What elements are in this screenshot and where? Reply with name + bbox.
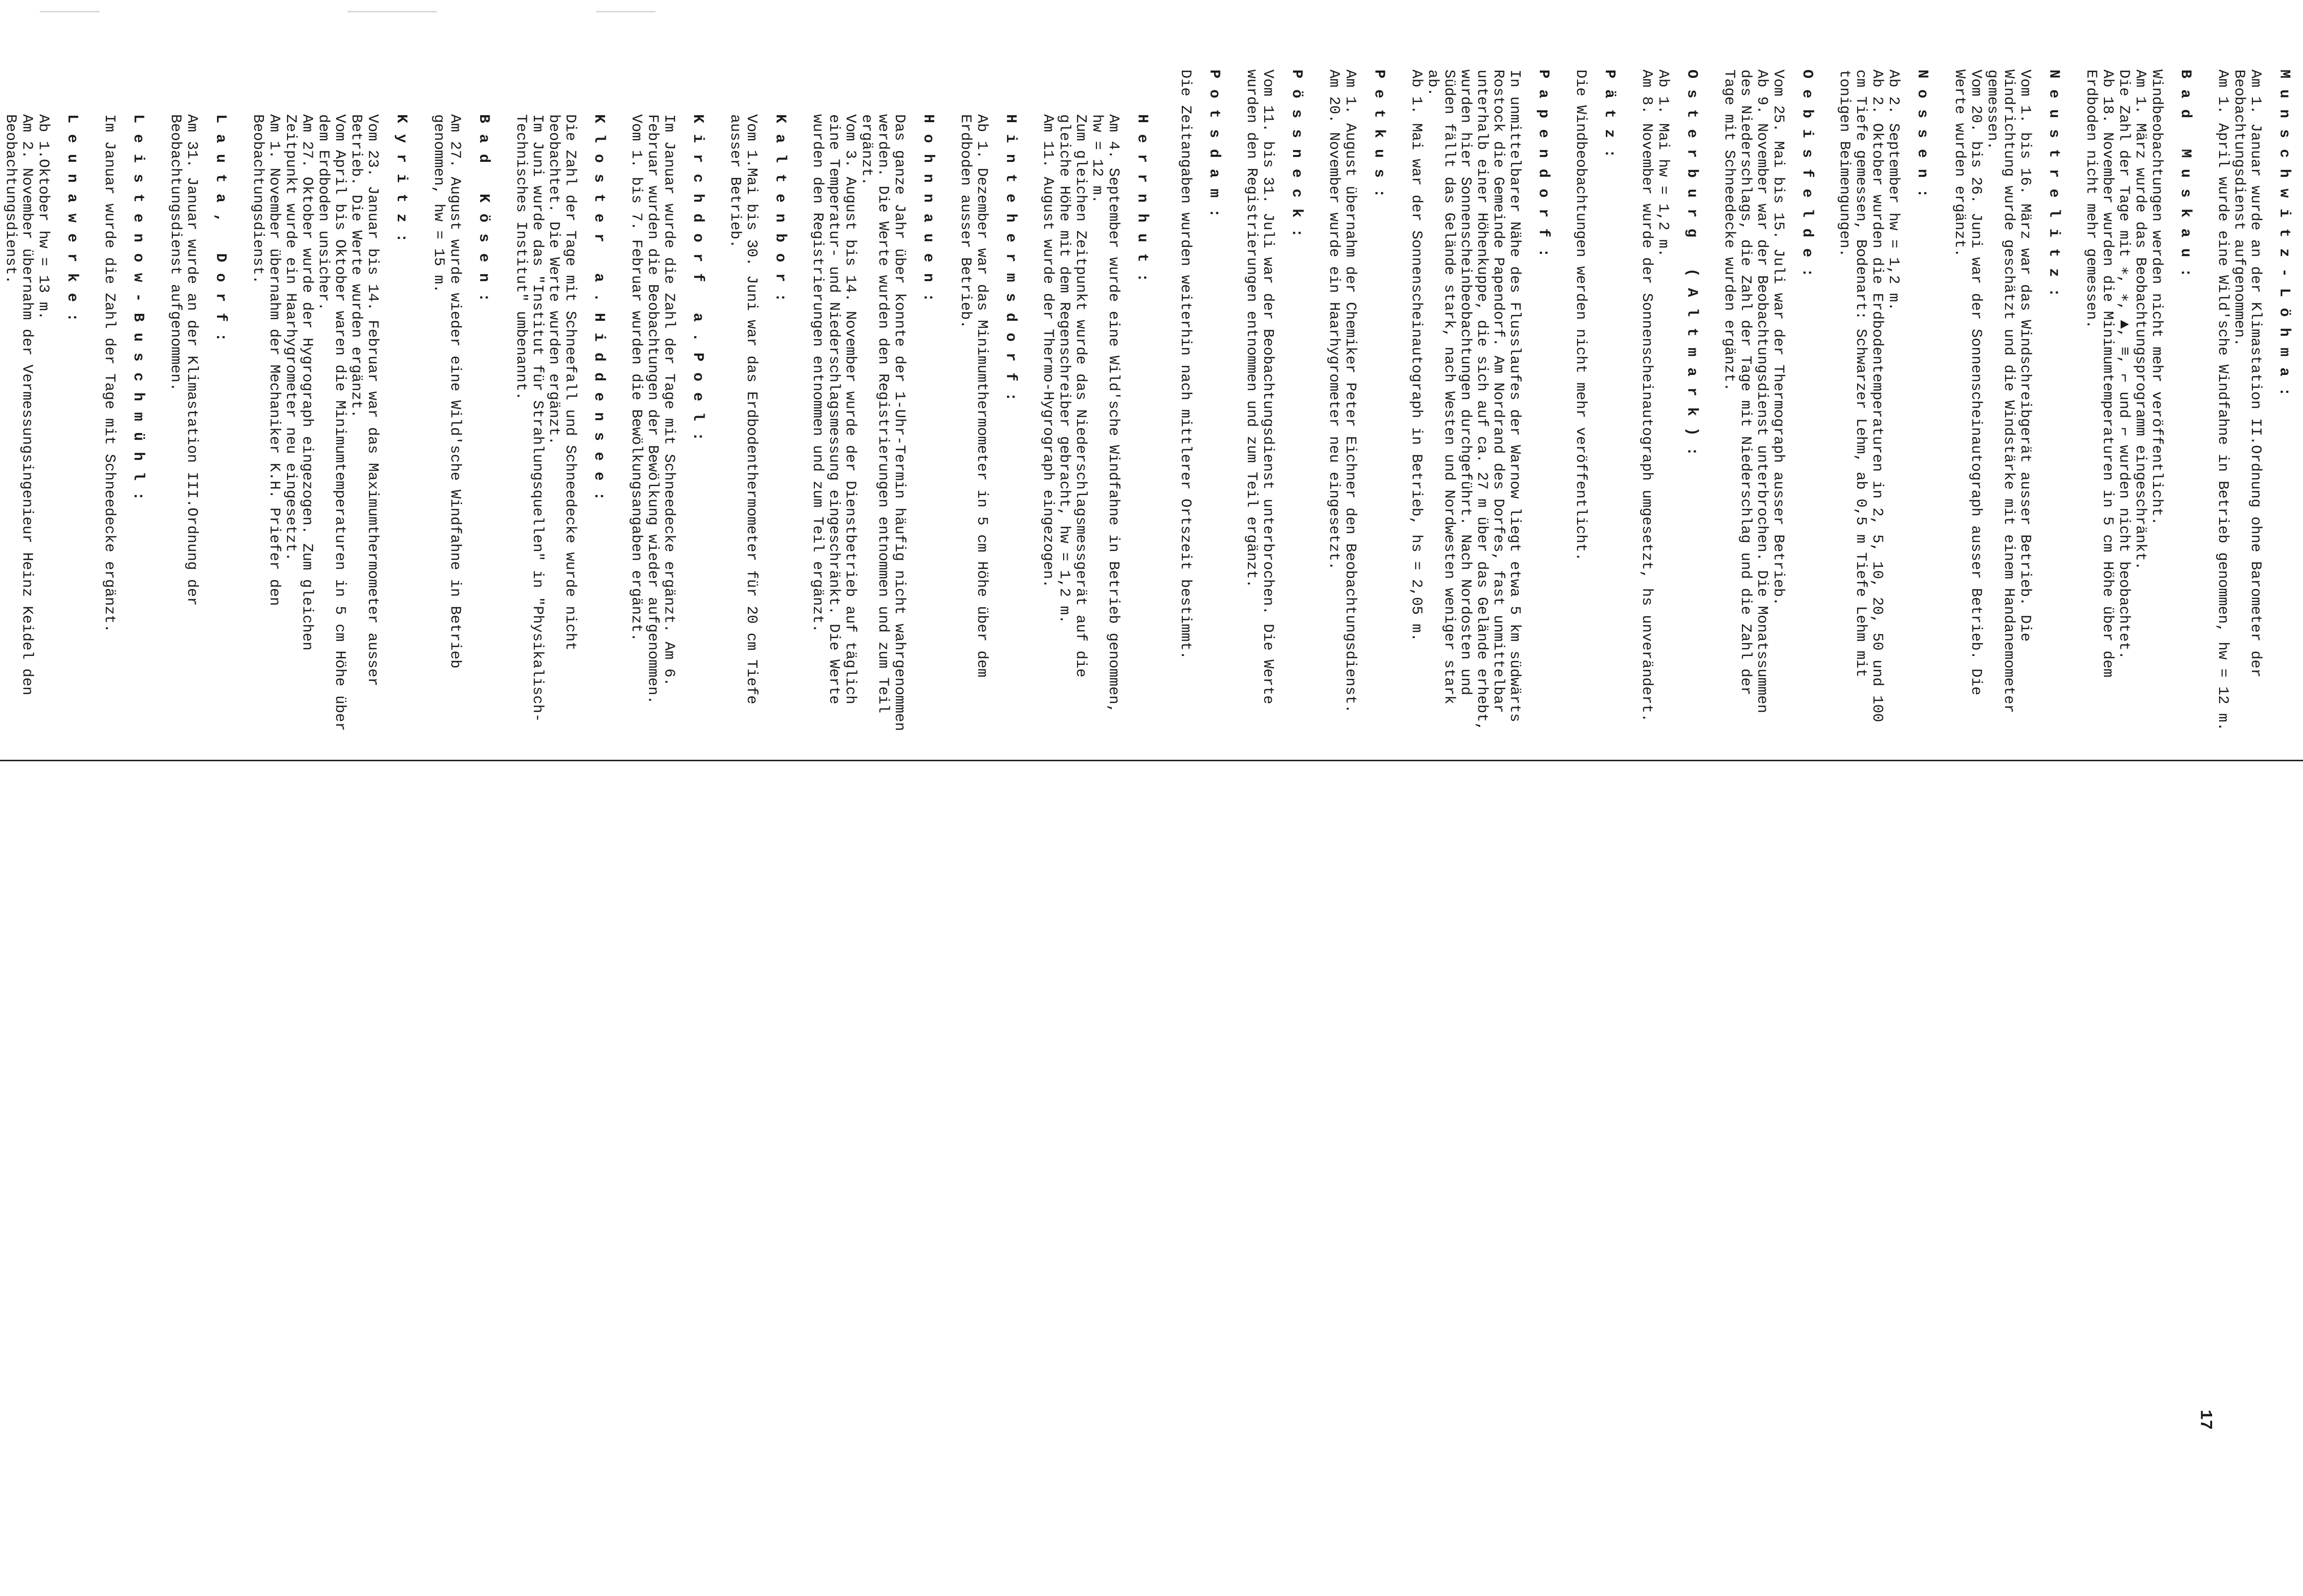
station-section	[1157, 70, 1158, 735]
station-section	[1243, 70, 1306, 735]
station-section	[628, 114, 708, 735]
station-note: Ab 2. September hw = 1,2 m.	[1885, 70, 1902, 311]
station-section	[726, 114, 790, 735]
station-heading: Petkus:	[1370, 70, 1387, 209]
station-heading: Munschwitz-Löhma:	[2276, 70, 2293, 408]
station-section	[1721, 70, 1817, 735]
station-heading: Hohnnauen:	[920, 114, 936, 313]
station-heading: Potsdam:	[1206, 70, 1223, 229]
station-heading: Pätz:	[1601, 70, 1618, 169]
station-heading: Neustrelitz:	[2045, 70, 2062, 308]
station-heading: Bad Kösen:	[475, 114, 492, 313]
station-heading: Kirchdorf a.Poel:	[689, 114, 706, 452]
station-section	[1836, 70, 1932, 735]
station-section	[1638, 70, 1702, 735]
station-heading	[1157, 70, 1158, 735]
station-section	[1572, 70, 1619, 735]
station-section	[167, 114, 230, 735]
station-heading: Pössneck:	[1288, 70, 1305, 249]
station-heading: Leistenow-Buschmühl:	[130, 114, 146, 512]
station-note: Am 1. Januar wurde an der Klimastation II.Ordnung ohne Barometer der Beobachtungsdienst aufgenommen.	[2231, 70, 2264, 687]
station-section	[249, 114, 411, 740]
station-note: Vom 1.Mai bis 30. Juni war das Erdbodenthermometer für 20 cm Tiefe ausser Betrieb.	[726, 114, 760, 714]
station-section	[1951, 70, 2064, 735]
station-heading: Lauta, Dorf:	[212, 114, 229, 353]
station-note: Im Januar wurde die Zahl der Tage mit Schneedecke ergänzt. Am 6. Februar wurden die Beobachtungen der Bewölkung wieder aufgenommen.	[644, 114, 677, 705]
station-heading: Oebisfelde:	[1799, 70, 1815, 289]
station-note: Ab 9. November war der Beobachtungsdienst unterbrochen. Die Monatssummen des Niederschlags, die Zahl der Tage mit Niederschlag und die Zahl der Tage mit Schneedecke wurden ergänzt.	[1721, 70, 1770, 723]
station-heading: Hintehermsdorf:	[1002, 114, 1019, 413]
station-heading: Papendorf:	[1535, 70, 1552, 269]
station-section	[1408, 70, 1553, 740]
station-note: Vom 20. bis 26. Juni war der Sonnenscheinautograph ausser Betrieb. Die Werte wurden ergänzt.	[1951, 70, 1984, 705]
station-note: Am 1. August übernahm der Chemiker Peter Eichner den Beobachtungsdienst.	[1342, 70, 1359, 714]
station-note: Ab 1. Dezember war das Minimumthermometer in 5 cm Höhe über dem Erdboden ausser Betrieb.	[957, 114, 990, 687]
right-text-panel	[1157, 0, 2303, 1596]
station-note: Ab 2. Oktober wurden die Erdbodentemperaturen in 2, 5, 10, 20, 50 und 100 cm Tiefe gemessen, Bodenart: Schwarzer Lehm, ab 0,5 m Tiefe Lehm mit tonigen Beimengungen.	[1836, 70, 1885, 731]
station-note: Im Juni wurde das "Institut für Strahlungsquellen" in "Physikalisch-Technisches Institut" umbenannt.	[512, 114, 546, 723]
station-heading: Kaltenbor:	[772, 114, 789, 313]
station-section	[430, 114, 494, 735]
station-note: Ab 18. November wurden die Minimumtemperaturen in 5 cm Höhe über dem Erdboden nicht mehr gemessen.	[2083, 70, 2116, 687]
station-note: Am 2. November übernahm der Vermessungsingenieur Heinz Keidel den Beobachtungsdienst.	[2, 114, 35, 705]
station-section	[1325, 70, 1389, 735]
station-section	[512, 114, 609, 735]
station-section	[1177, 70, 1224, 735]
station-note: Vom 3. August bis 14. November wurde der Dienstbetrieb auf täglich eine Temperatur- und Niederschlagsmessung eingeschränkt. Die Werte wurden den Registrierungen entnommen und zum Teil ergänzt.	[809, 114, 859, 714]
station-note: Die Windbeobachtungen werden nicht mehr veröffentlicht.	[1572, 70, 1589, 562]
station-note: Die Zeitangaben wurden weiterhin nach mittlerer Ortszeit bestimmt.	[1177, 70, 1194, 660]
left-column-content	[0, 0, 1152, 740]
station-note: Die Zahl der Tage mit Schneefall und Schneedecke wurde nicht beobachtet. Die Werte wurden ergänzt.	[545, 114, 578, 660]
station-note: Im Januar wurde die Zahl der Tage mit Schneedecke ergänzt.	[101, 114, 118, 633]
station-note: Am 27. Oktober wurde der Hygrograph eingezogen. Zum gleichen Zeitpunkt wurde ein Haarhygrometer neu eingesetzt.	[282, 114, 315, 660]
station-heading: Kloster a.Hiddensee:	[590, 114, 607, 512]
station-note: Am 31. Januar wurde an der Klimastation III.Ordnung der Beobachtungsdienst aufgenommen.	[167, 114, 200, 615]
station-section	[1039, 114, 1152, 735]
station-note: Ab 1. Mai war der Sonnenscheinautograph in Betrieb, hs = 2,05 m.	[1408, 70, 1425, 642]
station-note: Am 1. März wurde das Beobachtungsprogramm eingeschränkt.	[2132, 70, 2149, 571]
station-note: Vom 11. bis 31. Juli war der Beobachtungsdienst unterbrochen. Die Werte wurden den Registrierungen entnommen und zum Teil ergänzt.	[1243, 70, 1276, 714]
station-note: Am 20. November wurde ein Haarhygrometer neu eingesetzt.	[1325, 70, 1342, 571]
station-note: Die Zahl der Tage mit ∗, ∗, ▲, ≡, ⌐ und ⌐ wurden nicht beobachtet.	[2115, 70, 2132, 660]
station-heading: Kyritz:	[393, 114, 410, 254]
station-note: Am 1. November übernahm der Mechaniker K.H. Priefer den Beobachtungsdienst.	[249, 114, 283, 615]
station-note: Vom April bis Oktober waren die Minimumtemperaturen in 5 cm Höhe über dem Erdboden unsicher.	[315, 114, 348, 740]
station-note: Vom 23. Januar bis 14. Februar war das Maximumthermometer ausser Betrieb. Die Werte wurden ergänzt.	[348, 114, 381, 696]
station-section	[2214, 70, 2294, 735]
station-heading: Osterburg (Altmark):	[1683, 70, 1700, 467]
station-heading: Leunawerke:	[64, 114, 80, 333]
station-note: Am 11. August wurde der Thermo-Hygrograph eingezogen.	[1039, 114, 1056, 588]
right-column-content	[1157, 0, 2294, 740]
page-number: 17	[2195, 1409, 2215, 1430]
station-note: Am 8. November wurde der Sonnenscheinautograph umgesetzt, hs unverändert.	[1638, 70, 1655, 723]
station-note: Am 27. August wurde wieder eine Wild'sche Windfahne in Betrieb genommen, hw = 15 m.	[430, 114, 463, 678]
station-section	[2, 114, 82, 735]
station-section	[2083, 70, 2195, 735]
station-heading: Bad Muskau:	[2177, 70, 2194, 289]
station-note: Zum gleichen Zeitpunkt wurde das Niederschlagsmessgerät auf die gleiche Höhe mit dem Regenschreiber gebracht, hw = 1,2 m.	[1056, 114, 1089, 687]
station-note: Windbeobachtungen werden nicht mehr veröffentlicht.	[2148, 70, 2165, 526]
station-section	[809, 114, 938, 740]
station-section	[101, 114, 148, 735]
station-note: In unmittelbarer Nähe des Flusslaufes der Warnow liegt etwa 5 km südwärts Rostock die Gemeinde Papendorf. Am Nordrand des Dorfes, fast unmittelbar unterhalb einer Höhenkuppe, die sich auf ca. 27 m über das Gelände erhebt, wurden hier Sonnenscheinbeobachtungen durchgeführt. Nach Nordosten und Süden fällt das Gelände stark, nach Westen und Nordwesten weniger stark ab.	[1424, 70, 1523, 740]
station-note: Vom 25. Mai bis 15. Juli war der Thermograph ausser Betrieb.	[1770, 70, 1787, 606]
station-section	[957, 114, 1020, 735]
station-note: Vom 1. bis 7. Februar wurden die Bewölkungsangaben ergänzt.	[628, 114, 645, 642]
station-note: Vom 1. bis 16. März war das Windschreibgerät ausser Betrieb. Die Windrichtung wurde geschätzt und die Windstärke mit einem Handanemometer gemessen.	[1984, 70, 2033, 723]
station-note: Ab 1.Oktober hw = 13 m.	[35, 114, 52, 320]
station-note: Am 1. April wurde eine Wild'sche Windfahne in Betrieb genommen, hw = 12 m.	[2214, 70, 2231, 731]
station-heading: Herrnhut:	[1134, 114, 1151, 293]
station-note: Das ganze Jahr über konnte der 1-Uhr-Termin häufig nicht wahrgenommen werden. Die Werte wurden den Registrierungen entnommen und zum Teil ergänzt.	[858, 114, 908, 740]
station-note: Ab 1. Mai hw = 1,2 m.	[1655, 70, 1671, 258]
station-heading: Nossen:	[1914, 70, 1931, 209]
station-note: Am 4. September wurde eine Wild'sche Windfahne in Betrieb genommen, hw = 12 m.	[1088, 114, 1122, 723]
